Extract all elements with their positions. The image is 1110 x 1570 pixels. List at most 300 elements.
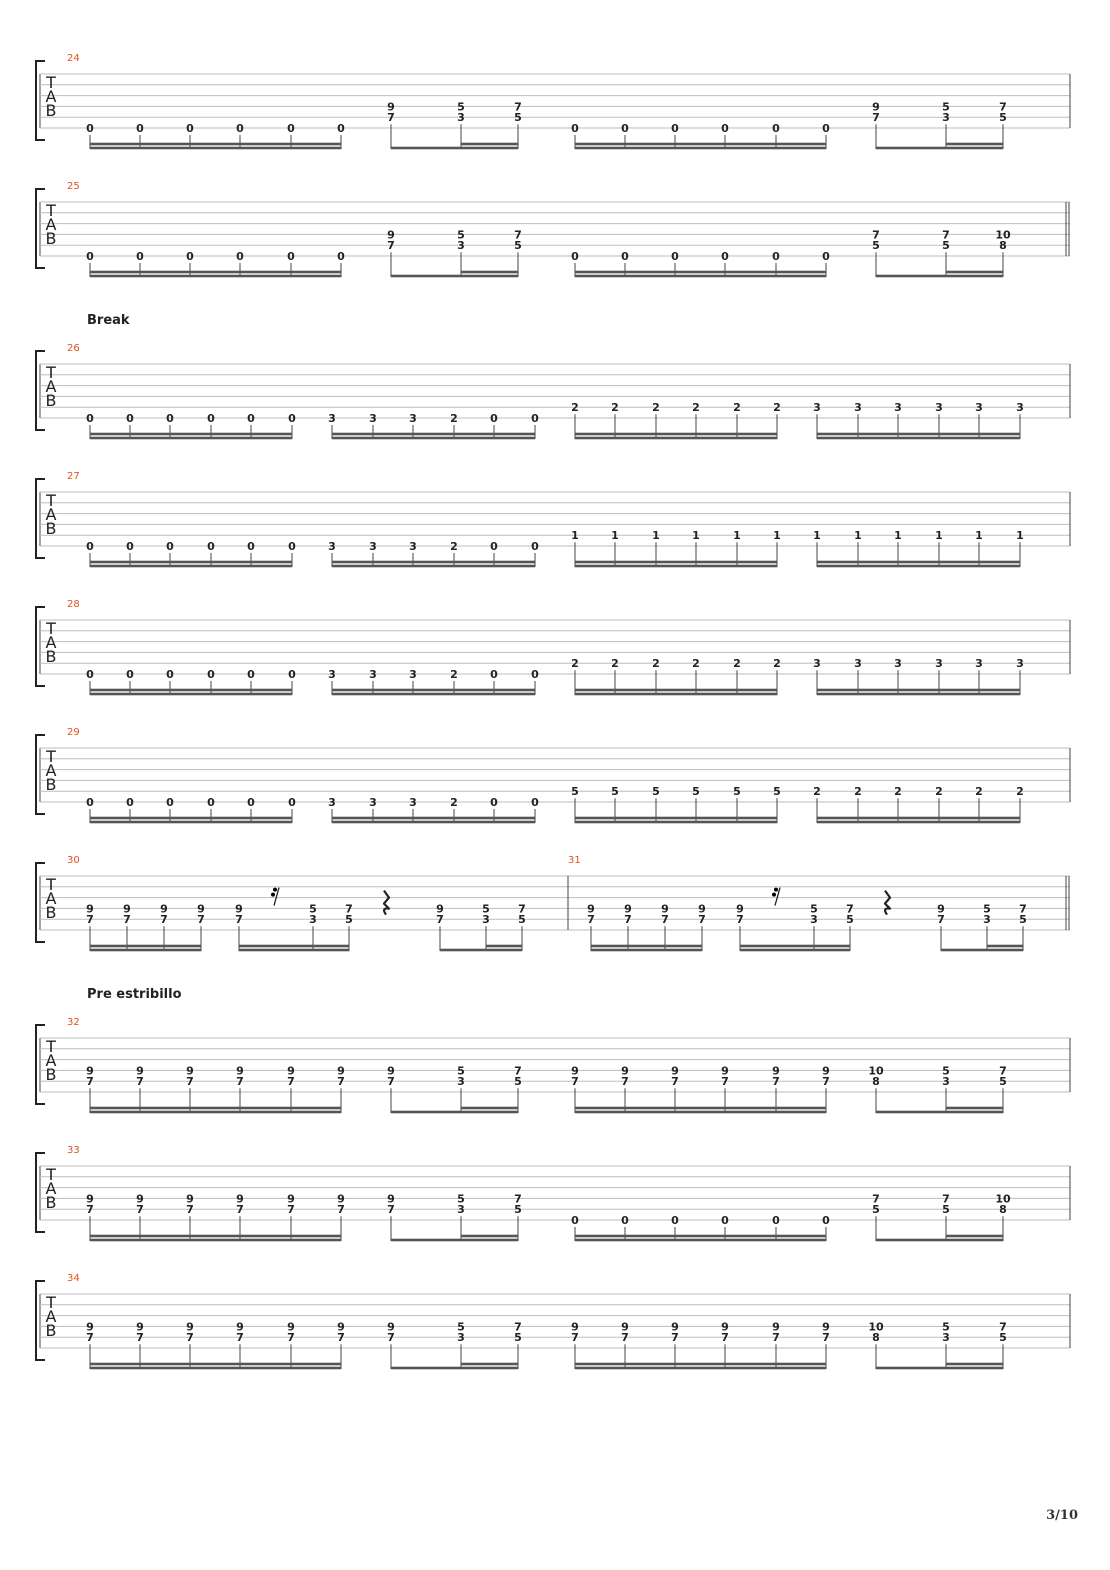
fret-number: 9 — [287, 1192, 295, 1206]
note-beam — [90, 561, 292, 564]
fret-number: 3 — [369, 412, 377, 425]
fret-number: 3 — [975, 401, 983, 415]
fret-number: 7 — [236, 1331, 244, 1345]
note-beam — [946, 1107, 1003, 1110]
measure-number: 32 — [67, 1017, 80, 1028]
fret-number: 9 — [671, 1064, 679, 1078]
fret-number: 3 — [975, 657, 983, 671]
note-beam — [332, 817, 535, 820]
fret-number: 3 — [942, 111, 950, 125]
fret-number: 3 — [457, 239, 465, 253]
fret-number: 8 — [872, 1075, 880, 1089]
fret-number: 0 — [288, 796, 296, 809]
note-beam — [876, 1367, 1003, 1370]
fret-number: 3 — [457, 1203, 465, 1217]
measure-number: 34 — [67, 1273, 80, 1284]
fret-number: 7 — [822, 1075, 830, 1089]
fret-number: 1 — [1016, 529, 1024, 543]
fret-number: 9 — [337, 1192, 345, 1206]
fret-number: 2 — [894, 785, 902, 799]
fret-number: 7 — [186, 1203, 194, 1217]
fret-number: 0 — [86, 668, 94, 681]
fret-number: 7 — [571, 1331, 579, 1345]
tab-clef-letter: B — [45, 1321, 57, 1340]
fret-number: 9 — [160, 902, 168, 916]
fret-number: 7 — [160, 913, 168, 927]
fret-number: 2 — [773, 401, 781, 415]
note-beam — [461, 1363, 518, 1366]
note-beam — [575, 817, 777, 820]
fret-number: 7 — [721, 1075, 729, 1089]
fret-number: 9 — [287, 1064, 295, 1078]
fret-number: 7 — [197, 913, 205, 927]
fret-number: 3 — [942, 1075, 950, 1089]
fret-number: 5 — [514, 1075, 522, 1089]
note-beam — [946, 143, 1003, 146]
fret-number: 0 — [721, 1214, 729, 1227]
fret-number: 7 — [514, 100, 522, 114]
note-beam — [332, 561, 535, 564]
fret-number: 5 — [309, 902, 317, 916]
fret-number: 1 — [692, 529, 700, 543]
fret-number: 0 — [337, 122, 345, 135]
measure-number: 25 — [67, 181, 80, 192]
fret-number: 3 — [409, 796, 417, 809]
fret-number: 7 — [661, 913, 669, 927]
tab-clef-letter: A — [45, 1051, 57, 1070]
fret-number: 5 — [942, 1320, 950, 1334]
fret-number: 3 — [328, 412, 336, 425]
note-beam — [575, 437, 777, 440]
fret-number: 5 — [942, 1064, 950, 1078]
fret-number: 3 — [409, 668, 417, 681]
fret-number: 0 — [531, 796, 539, 809]
fret-number: 0 — [126, 412, 134, 425]
fret-number: 0 — [671, 250, 679, 263]
fret-number: 1 — [854, 529, 862, 543]
fret-number: 7 — [337, 1331, 345, 1345]
fret-number: 7 — [1019, 902, 1027, 916]
staff-row — [36, 987, 1070, 1113]
fret-number: 7 — [387, 1331, 395, 1345]
note-beam — [941, 949, 1023, 952]
fret-number: 7 — [387, 239, 395, 253]
fret-number: 2 — [450, 796, 458, 809]
tab-clef-letter: B — [45, 1193, 57, 1212]
fret-number: 7 — [942, 228, 950, 242]
fret-number: 1 — [935, 529, 943, 543]
fret-number: 0 — [126, 668, 134, 681]
fret-number: 5 — [983, 902, 991, 916]
measure-number: 31 — [568, 855, 581, 866]
fret-number: 0 — [772, 250, 780, 263]
note-beam — [575, 271, 826, 274]
note-beam — [332, 437, 535, 440]
note-beam — [461, 1235, 518, 1238]
fret-number: 3 — [369, 540, 377, 553]
fret-number: 0 — [571, 250, 579, 263]
fret-number: 7 — [942, 1192, 950, 1206]
fret-number: 7 — [387, 1203, 395, 1217]
note-beam — [575, 147, 826, 150]
note-beam — [817, 433, 1020, 436]
note-beam — [740, 949, 850, 952]
fret-number: 0 — [136, 122, 144, 135]
fret-number: 0 — [86, 540, 94, 553]
fret-number: 0 — [288, 412, 296, 425]
fret-number: 9 — [721, 1320, 729, 1334]
fret-number: 9 — [436, 902, 444, 916]
fret-number: 5 — [872, 239, 880, 253]
fret-number: 3 — [894, 401, 902, 415]
fret-number: 0 — [126, 540, 134, 553]
fret-number: 7 — [872, 111, 880, 125]
fret-number: 3 — [894, 657, 902, 671]
fret-number: 8 — [872, 1331, 880, 1345]
fret-number: 0 — [207, 412, 215, 425]
tab-clef-letter: T — [46, 619, 56, 638]
fret-number: 3 — [369, 668, 377, 681]
fret-number: 7 — [123, 913, 131, 927]
fret-number: 3 — [369, 796, 377, 809]
fret-number: 10 — [995, 1192, 1011, 1206]
fret-number: 5 — [457, 1064, 465, 1078]
tab-clef-letter: A — [45, 377, 57, 396]
fret-number: 9 — [571, 1320, 579, 1334]
staff-row — [36, 53, 1070, 149]
tab-clef-letter: B — [45, 391, 57, 410]
fret-number: 5 — [1019, 913, 1027, 927]
fret-number: 9 — [937, 902, 945, 916]
fret-number: 7 — [624, 913, 632, 927]
fret-number: 7 — [337, 1075, 345, 1089]
fret-number: 3 — [813, 401, 821, 415]
note-beam — [575, 689, 777, 692]
fret-number: 5 — [999, 111, 1007, 125]
fret-number: 0 — [186, 122, 194, 135]
fret-number: 0 — [772, 122, 780, 135]
fret-number: 3 — [854, 657, 862, 671]
note-beam — [575, 561, 777, 564]
fret-number: 3 — [457, 111, 465, 125]
fret-number: 9 — [721, 1064, 729, 1078]
fret-number: 5 — [773, 785, 781, 799]
tab-clef-letter: T — [46, 491, 56, 510]
fret-number: 5 — [514, 239, 522, 253]
fret-number: 7 — [671, 1075, 679, 1089]
fret-number: 0 — [822, 250, 830, 263]
note-beam — [946, 1235, 1003, 1238]
fret-number: 2 — [733, 657, 741, 671]
fret-number: 9 — [571, 1064, 579, 1078]
rest-flag-dot — [273, 888, 277, 892]
fret-number: 9 — [587, 902, 595, 916]
fret-number: 0 — [86, 122, 94, 135]
fret-number: 7 — [236, 1075, 244, 1089]
fret-number: 1 — [813, 529, 821, 543]
note-beam — [90, 1367, 341, 1370]
fret-number: 9 — [186, 1192, 194, 1206]
fret-number: 9 — [872, 100, 880, 114]
fret-number: 0 — [166, 668, 174, 681]
fret-number: 0 — [166, 412, 174, 425]
fret-number: 5 — [514, 111, 522, 125]
note-beam — [90, 1235, 341, 1238]
fret-number: 2 — [450, 412, 458, 425]
note-beam — [591, 945, 702, 948]
fret-number: 9 — [136, 1064, 144, 1078]
fret-number: 7 — [571, 1075, 579, 1089]
tab-clef-letter: A — [45, 761, 57, 780]
fret-number: 9 — [387, 1320, 395, 1334]
measure-number: 33 — [67, 1145, 80, 1156]
quarter-rest — [885, 891, 890, 915]
fret-number: 9 — [822, 1064, 830, 1078]
measure-number: 29 — [67, 727, 80, 738]
fret-number: 9 — [236, 1320, 244, 1334]
tab-clef-letter: T — [46, 1293, 56, 1312]
note-beam — [391, 1111, 518, 1114]
fret-number: 9 — [86, 1320, 94, 1334]
fret-number: 0 — [186, 250, 194, 263]
fret-number: 0 — [671, 122, 679, 135]
note-beam — [391, 1239, 518, 1242]
fret-number: 3 — [854, 401, 862, 415]
fret-number: 7 — [86, 1203, 94, 1217]
note-beam — [946, 1363, 1003, 1366]
fret-number: 2 — [773, 657, 781, 671]
fret-number: 0 — [166, 796, 174, 809]
fret-number: 3 — [309, 913, 317, 927]
fret-number: 9 — [387, 100, 395, 114]
fret-number: 3 — [328, 540, 336, 553]
tab-clef-letter: T — [46, 1165, 56, 1184]
fret-number: 5 — [810, 902, 818, 916]
fret-number: 10 — [868, 1064, 884, 1078]
fret-number: 0 — [571, 1214, 579, 1227]
fret-number: 7 — [721, 1331, 729, 1345]
note-beam — [817, 689, 1020, 692]
fret-number: 0 — [531, 540, 539, 553]
note-beam — [90, 275, 341, 278]
note-beam — [332, 565, 535, 568]
fret-number: 7 — [698, 913, 706, 927]
fret-number: 3 — [983, 913, 991, 927]
fret-number: 5 — [611, 785, 619, 799]
note-beam — [90, 949, 201, 952]
fret-number: 2 — [652, 657, 660, 671]
fret-number: 7 — [772, 1331, 780, 1345]
note-beam — [946, 271, 1003, 274]
note-beam — [817, 565, 1020, 568]
fret-number: 5 — [999, 1075, 1007, 1089]
note-beam — [90, 1107, 341, 1110]
note-beam — [461, 143, 518, 146]
fret-number: 3 — [935, 657, 943, 671]
fret-number: 3 — [409, 412, 417, 425]
page-number: 3/10 — [1046, 1508, 1078, 1523]
fret-number: 2 — [813, 785, 821, 799]
fret-number: 8 — [999, 1203, 1007, 1217]
fret-number: 7 — [736, 913, 744, 927]
fret-number: 2 — [935, 785, 943, 799]
fret-number: 7 — [999, 100, 1007, 114]
note-beam — [876, 275, 1003, 278]
fret-number: 1 — [571, 529, 579, 543]
fret-number: 0 — [247, 412, 255, 425]
note-beam — [817, 437, 1020, 440]
fret-number: 3 — [457, 1075, 465, 1089]
fret-number: 0 — [490, 796, 498, 809]
staff-row — [36, 181, 1070, 277]
fret-number: 2 — [611, 401, 619, 415]
note-beam — [575, 1235, 826, 1238]
fret-number: 3 — [328, 668, 336, 681]
fret-number: 0 — [621, 250, 629, 263]
tab-clef-letter: A — [45, 1307, 57, 1326]
note-beam — [575, 1363, 826, 1366]
fret-number: 9 — [186, 1064, 194, 1078]
fret-number: 5 — [457, 100, 465, 114]
fret-number: 1 — [773, 529, 781, 543]
note-beam — [817, 817, 1020, 820]
fret-number: 9 — [387, 1192, 395, 1206]
measure-number: 28 — [67, 599, 80, 610]
fret-number: 0 — [247, 668, 255, 681]
fret-number: 2 — [975, 785, 983, 799]
tab-clef-letter: B — [45, 229, 57, 248]
fret-number: 9 — [621, 1064, 629, 1078]
fret-number: 7 — [136, 1331, 144, 1345]
fret-number: 5 — [514, 1331, 522, 1345]
measure-number: 30 — [67, 855, 80, 866]
fret-number: 9 — [772, 1064, 780, 1078]
fret-number: 0 — [247, 540, 255, 553]
fret-number: 7 — [587, 913, 595, 927]
fret-number: 1 — [733, 529, 741, 543]
note-beam — [461, 1107, 518, 1110]
fret-number: 0 — [86, 796, 94, 809]
note-beam — [391, 275, 518, 278]
fret-number: 0 — [126, 796, 134, 809]
fret-number: 0 — [288, 540, 296, 553]
note-beam — [486, 945, 522, 948]
tab-clef-letter: T — [46, 875, 56, 894]
tab-clef-letter: T — [46, 747, 56, 766]
fret-number: 5 — [457, 228, 465, 242]
fret-number: 7 — [872, 228, 880, 242]
fret-number: 9 — [86, 1064, 94, 1078]
fret-number: 3 — [935, 401, 943, 415]
note-beam — [332, 689, 535, 692]
note-beam — [90, 147, 341, 150]
note-beam — [740, 945, 850, 948]
fret-number: 9 — [698, 902, 706, 916]
fret-number: 5 — [692, 785, 700, 799]
fret-number: 5 — [942, 100, 950, 114]
note-beam — [239, 949, 349, 952]
measure-number: 26 — [67, 343, 80, 354]
note-beam — [332, 693, 535, 696]
fret-number: 0 — [772, 1214, 780, 1227]
tab-clef-letter: B — [45, 903, 57, 922]
fret-number: 9 — [387, 228, 395, 242]
fret-number: 9 — [186, 1320, 194, 1334]
note-beam — [876, 1239, 1003, 1242]
fret-number: 9 — [136, 1320, 144, 1334]
fret-number: 2 — [692, 657, 700, 671]
fret-number: 0 — [721, 250, 729, 263]
note-beam — [391, 1367, 518, 1370]
fret-number: 1 — [975, 529, 983, 543]
fret-number: 9 — [624, 902, 632, 916]
note-beam — [575, 1107, 826, 1110]
rest-flag-dot — [772, 893, 776, 897]
fret-number: 7 — [518, 902, 526, 916]
fret-number: 3 — [1016, 657, 1024, 671]
fret-number: 5 — [872, 1203, 880, 1217]
fret-number: 7 — [86, 1075, 94, 1089]
staff-row — [36, 855, 1070, 951]
fret-number: 9 — [671, 1320, 679, 1334]
note-beam — [575, 565, 777, 568]
note-beam — [90, 1239, 341, 1242]
fret-number: 7 — [872, 1192, 880, 1206]
fret-number: 7 — [937, 913, 945, 927]
fret-number: 5 — [733, 785, 741, 799]
fret-number: 7 — [514, 228, 522, 242]
fret-number: 7 — [846, 902, 854, 916]
fret-number: 9 — [822, 1320, 830, 1334]
fret-number: 3 — [457, 1331, 465, 1345]
fret-number: 9 — [123, 902, 131, 916]
note-beam — [461, 271, 518, 274]
fret-number: 0 — [236, 250, 244, 263]
section-label: Break — [87, 313, 130, 328]
fret-number: 0 — [531, 412, 539, 425]
fret-number: 5 — [345, 913, 353, 927]
note-beam — [440, 949, 522, 952]
note-beam — [90, 817, 292, 820]
fret-number: 9 — [337, 1064, 345, 1078]
note-beam — [90, 433, 292, 436]
fret-number: 7 — [621, 1075, 629, 1089]
fret-number: 0 — [136, 250, 144, 263]
fret-number: 9 — [337, 1320, 345, 1334]
fret-number: 2 — [571, 657, 579, 671]
fret-number: 7 — [999, 1064, 1007, 1078]
fret-number: 0 — [621, 122, 629, 135]
fret-number: 0 — [721, 122, 729, 135]
fret-number: 7 — [86, 1331, 94, 1345]
fret-number: 2 — [611, 657, 619, 671]
fret-number: 3 — [813, 657, 821, 671]
note-beam — [575, 143, 826, 146]
fret-number: 0 — [207, 668, 215, 681]
fret-number: 7 — [387, 1075, 395, 1089]
fret-number: 0 — [287, 122, 295, 135]
fret-number: 7 — [136, 1075, 144, 1089]
tab-clef-letter: A — [45, 889, 57, 908]
fret-number: 0 — [207, 540, 215, 553]
tab-clef-letter: T — [46, 363, 56, 382]
tab-clef-letter: A — [45, 87, 57, 106]
fret-number: 8 — [999, 239, 1007, 253]
fret-number: 7 — [999, 1320, 1007, 1334]
fret-number: 10 — [995, 228, 1011, 242]
note-beam — [90, 689, 292, 692]
fret-number: 0 — [166, 540, 174, 553]
